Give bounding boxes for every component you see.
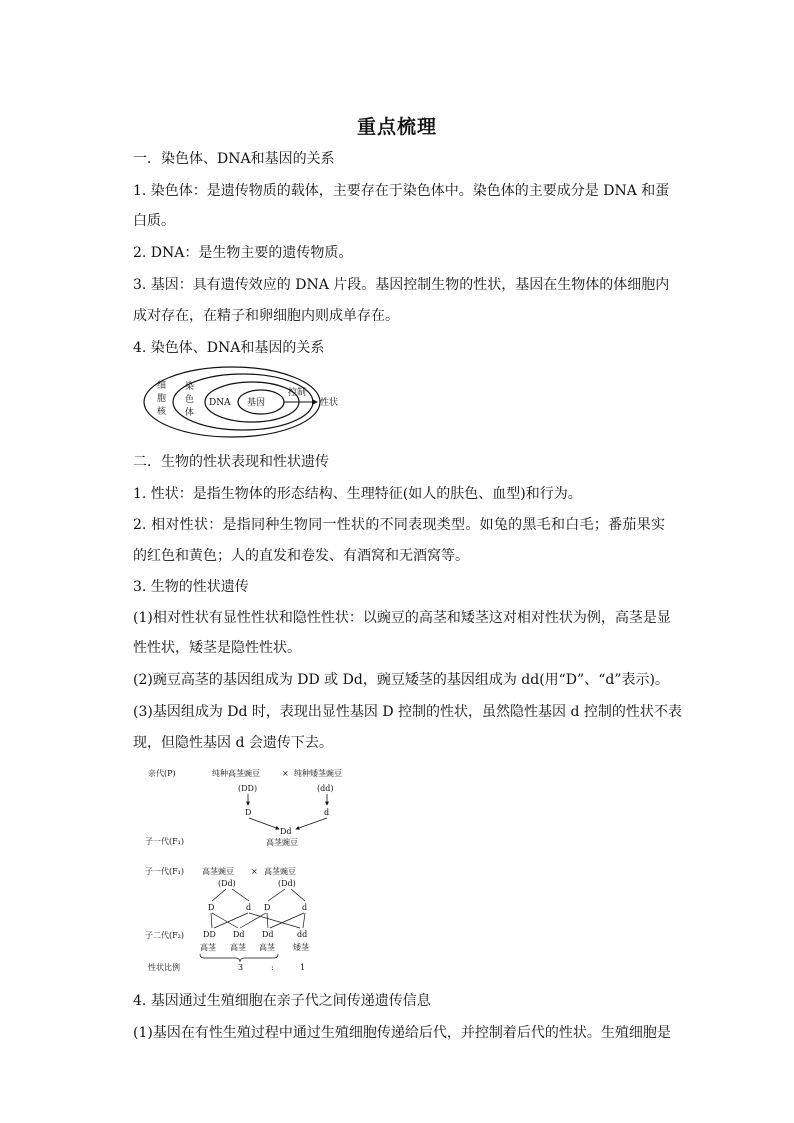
chromosome-char-1: 染 [185,382,195,392]
page-title: 重点梳理 [356,116,437,138]
paragraph-genotype: (2)豌豆高茎的基因组成为 DD 或 Dd，豌豆矮茎的基因组成为 dd(用“D”、“d”表示)。 [133,672,669,688]
cross-line-5 [240,913,266,928]
paragraph-chromosome-line2: 白质。 [133,213,175,229]
paragraph-germ-cells-detail: (1)基因在有性生殖过程中通过生殖细胞传递给后代，并控制着后代的性状。生殖细胞是 [133,1025,671,1041]
parent-cross-symbol: × [282,769,289,778]
ratio-colon: : [271,963,274,972]
f2-phenotype-4: 矮茎 [293,943,309,952]
f2-gamete-3: D [264,903,271,912]
split-a-right [232,889,249,901]
cross-line-2 [212,913,238,928]
nested-relationship-diagram [140,366,360,442]
f1-phenotype: 高茎豌豆 [266,838,298,847]
chromosome-char-2: 色 [185,395,195,405]
nucleus-char-3: 核 [157,407,167,417]
f1-genotype-b: (Dd) [278,879,296,888]
f1-gen-label: 子一代(F₁) [145,837,184,846]
paragraph-dominant-line1: (1)相对性状有显性性状和隐性性状：以豌豆的高茎和矮茎这对相对性状为例，高茎是显 [133,610,671,626]
parent-genotype-dd: (dd) [317,784,334,793]
ratio-label: 性状比例 [148,963,180,972]
arrow-D-to-F1 [249,818,279,829]
paragraph-trait: 1. 性状：是指生物体的形态结构、生理特征(如人的肤色、血型)和行为。 [133,486,582,502]
f1-tall-pea-b: 高茎豌豆 [264,867,296,876]
f2-gamete-1: D [208,903,215,912]
parent-genotype-DD: (DD) [238,784,258,793]
paragraph-inheritance: 3. 生物的性状遗传 [133,579,249,595]
paragraph-relation: 4. 染色体、DNA和基因的关系 [133,340,325,356]
paragraph-relative-trait-line1: 2. 相对性状：是指同种生物同一性状的不同表现类型。如兔的黑毛和白毛；番茄果实 [133,517,665,533]
chromosome-char-3: 体 [185,408,195,418]
paragraph-chromosome-line1: 1. 染色体：是遗传物质的载体，主要存在于染色体中。染色体的主要成分是 DNA 和蛋 [133,183,670,199]
f2-gamete-2: d [246,903,252,912]
parent-gen-label: 亲代(P) [148,769,176,778]
f2-genotype-3: Dd [262,930,274,939]
ratio-tall: 3 [238,963,244,972]
split-b-left [268,889,285,901]
control-arrowhead [312,399,318,405]
f2-phenotype-3: 高茎 [259,943,275,952]
parent-short-pea: 纯种矮茎豌豆 [294,769,342,778]
dna-label: DNA [209,398,231,408]
section-heading-1: 一．染色体、DNA和基因的关系 [133,151,335,167]
f2-genotype-2: Dd [233,930,245,939]
gamete-D: D [245,808,252,817]
f1-genotype-a: (Dd) [218,879,236,888]
cross-line-3 [214,913,248,928]
f2-genotype-1: DD [203,930,216,939]
genetic-cross-diagram [140,762,380,978]
paragraph-dna: 2. DNA：是生物主要的遗传物质。 [133,245,353,261]
nucleus-char-1: 细 [157,381,167,391]
f1-genotype: Dd [280,827,292,836]
paragraph-germ-cells: 4. 基因通过生殖细胞在亲子代之间传递遗传信息 [133,993,431,1009]
f1-tall-pea-a: 高茎豌豆 [202,867,234,876]
paragraph-gene-line2: 成对存在，在精子和卵细胞内则成单存在。 [133,308,399,324]
f2-phenotype-2: 高茎 [230,943,246,952]
f2-gen-label: 子二代(F₂) [145,931,184,940]
arrow-d-to-F1 [296,818,327,829]
paragraph-recessive-line2: 现，但隐性基因 d 会遗传下去。 [133,735,333,751]
split-b-right [291,889,305,901]
gene-label: 基因 [247,398,266,408]
paragraph-dominant-line2: 性性状，矮茎是隐性性状。 [133,640,301,656]
cross-line-8 [303,913,305,928]
tall-group-brace [200,954,278,962]
paragraph-recessive-line1: (3)基因组成为 Dd 时，表现出显性基因 D 控制的性状，虽然隐性基因 d 控制的性状不表 [133,704,682,720]
f1-cross-label: 子一代(F₁) [145,867,184,876]
nucleus-char-2: 胞 [157,394,167,404]
ratio-short: 1 [300,963,306,972]
f1-cross-symbol: × [251,867,258,876]
paragraph-gene-line1: 3. 基因：具有遗传效应的 DNA 片段。基因控制生物的性状，基因在生物体的体细胞内 [133,277,670,293]
section-heading-2: 二．生物的性状表现和性状遗传 [133,454,329,470]
trait-label: 性状 [320,398,339,408]
f2-gamete-4: d [302,903,308,912]
split-a-left [212,889,226,901]
gamete-d: d [324,808,330,817]
control-label: 控制 [288,388,307,398]
parent-tall-pea: 纯种高茎豌豆 [212,769,260,778]
f2-genotype-4: dd [297,930,308,939]
cross-line-1 [211,913,212,928]
f2-phenotype-1: 高茎 [200,943,216,952]
cross-line-6 [267,913,268,928]
paragraph-relative-trait-line2: 的红色和黄色；人的直发和卷发、有酒窝和无酒窝等。 [133,548,469,564]
